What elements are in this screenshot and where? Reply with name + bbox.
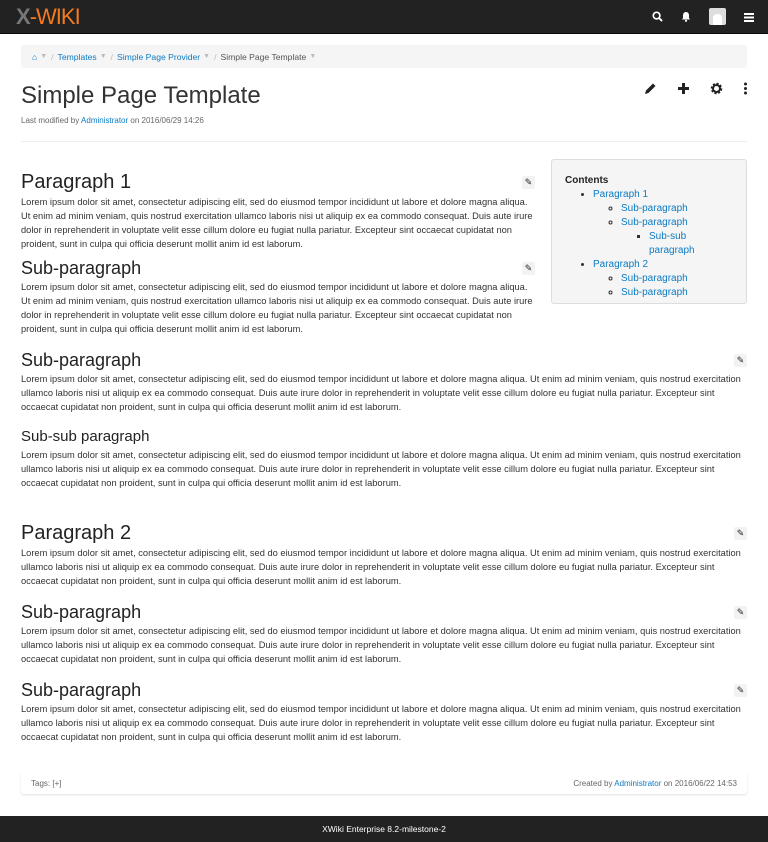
section-text: Lorem ipsum dolor sit amet, consectetur adipiscing elit, sed do eiusmod tempor incididunt ut labore et dolore magna aliqua. Ut enim ad minim veniam, quis nostrud exercitation ullamco laboris nisi ut aliquip ex ea commodo consequat. Duis aute irure dolor in reprehenderit in voluptate velit esse cillum dolore eu fugiat nulla pariatur. Excepteur sint occaecat cupidatat non proident, sunt in culpa qui officia deserunt mollit anim id est laborum. [21,704,741,742]
toc-item [593,188,733,258]
last-modified: Last modified by Administrator on 2016/06/29 14:26 [21,116,204,125]
section [21,426,747,490]
section-text: Lorem ipsum dolor sit amet, consectetur adipiscing elit, sed do eiusmod tempor incididunt ut labore et dolore magna aliqua. Ut enim ad minim veniam, quis nostrud exercitation ullamco laboris nisi ut aliquip ex ea commodo consequat. Duis aute irure dolor in reprehenderit in voluptate velit esse cillum dolore eu fugiat nulla pariatur. Excepteur sint occaecat cupidatat non proident, sunt in culpa qui officia deserunt mollit anim id est laborum. [21,626,741,664]
section [21,520,747,588]
edit-pencil-icon[interactable] [644,82,657,95]
tags: Tags: [+] [31,778,62,788]
section-heading [21,678,747,702]
top-navbar [0,0,768,34]
section-heading [21,600,747,624]
xwiki-logo[interactable]: X -WIKI [16,3,80,29]
page-content [21,159,747,744]
chevron-down-icon[interactable]: ▼ [309,53,317,60]
toc-link[interactable]: Sub-paragraph [621,203,688,214]
section-title: Paragraph 2 [21,522,132,544]
bell-icon[interactable] [681,11,691,22]
avatar[interactable] [709,8,726,25]
toc-item [593,258,733,300]
modified-user-link[interactable]: Administrator [81,116,129,125]
section-text: Lorem ipsum dolor sit amet, consectetur adipiscing elit, sed do eiusmod tempor incididunt ut labore et dolore magna aliqua. Ut enim ad minim veniam, quis nostrud exercitation ullamco laboris nisi ut aliquip ex ea commodo consequat. Duis aute irure dolor in reprehenderit in voluptate velit esse cillum dolore eu fugiat nulla pariatur. Excepteur sint occaecat cupidatat non proident, sunt in culpa qui officia deserunt mollit anim id est laborum. [21,374,741,412]
plus-icon[interactable] [677,82,690,95]
chevron-down-icon[interactable]: ▼ [40,53,48,60]
section-title: Sub-paragraph [21,350,142,370]
section-title: Paragraph 1 [21,171,132,193]
section-heading [21,169,535,195]
divider [21,141,747,142]
toc-item [621,286,733,300]
page-footer [21,772,747,794]
breadcrumb-templates[interactable]: Templates [57,51,97,62]
created-user-link[interactable]: Administrator [614,778,662,788]
section-text: Lorem ipsum dolor sit amet, consectetur adipiscing elit, sed do eiusmod tempor incididunt ut labore et dolore magna aliqua. Ut enim ad minim veniam, quis nostrud exercitation ullamco laboris nisi ut aliquip ex ea commodo consequat. Duis aute irure dolor in reprehenderit in voluptate velit esse cillum dolore eu fugiat nulla pariatur. Excepteur sint occaecat cupidatat non proident, sunt in culpa qui officia deserunt mollit anim id est laborum. [21,282,533,334]
section-title: Sub-paragraph [21,258,142,278]
gear-icon[interactable] [710,82,723,95]
edit-section-icon[interactable]: ✎ [734,606,747,619]
add-tag-button[interactable]: [+] [52,778,62,788]
edit-section-icon[interactable]: ✎ [522,262,535,275]
section-heading [21,348,747,372]
toc-item [621,202,733,216]
toc-item [621,272,733,286]
home-icon[interactable]: ⌂ [32,51,38,62]
toc-link[interactable]: Sub-paragraph [621,273,688,284]
page-title: Simple Page Template [21,82,261,109]
chevron-down-icon[interactable]: ▼ [99,53,107,60]
edit-section-icon[interactable]: ✎ [734,527,747,540]
bottom-bar [0,816,768,842]
more-vertical-icon[interactable] [743,82,748,95]
search-icon[interactable] [652,11,663,22]
section-title: Sub-paragraph [21,680,142,700]
toc-link[interactable]: Sub-sub paragraph [649,231,695,256]
section-text: Lorem ipsum dolor sit amet, consectetur adipiscing elit, sed do eiusmod tempor incididunt ut labore et dolore magna aliqua. Ut enim ad minim veniam, quis nostrud exercitation ullamco laboris nisi ut aliquip ex ea commodo consequat. Duis aute irure dolor in reprehenderit in voluptate velit esse cillum dolore eu fugiat nulla pariatur. Excepteur sint occaecat cupidatat non proident, sunt in culpa qui officia deserunt mollit anim id est laborum. [21,197,533,249]
created-by: Created by Administrator on 2016/06/22 14:53 [573,778,737,788]
section-title: Sub-sub paragraph [21,428,150,445]
section-text: Lorem ipsum dolor sit amet, consectetur adipiscing elit, sed do eiusmod tempor incididunt ut labore et dolore magna aliqua. Ut enim ad minim veniam, quis nostrud exercitation ullamco laboris nisi ut aliquip ex ea commodo consequat. Duis aute irure dolor in reprehenderit in voluptate velit esse cillum dolore eu fugiat nulla pariatur. Excepteur sint occaecat cupidatat non proident, sunt in culpa qui officia deserunt mollit anim id est laborum. [21,450,741,488]
toc-item [621,216,733,258]
edit-section-icon[interactable]: ✎ [734,354,747,367]
edit-section-icon[interactable]: ✎ [522,176,535,189]
section-heading [21,256,535,280]
section [21,348,747,414]
table-of-contents: Contents • Paragraph 1 ◦ Sub-paragraph ◦ Sub-paragraph ▪ Sub-sub paragraph • Paragraph 2 ◦ Sub-paragraph ◦ Sub-paragraph [551,159,747,304]
breadcrumb: ⌂ ▼ / Templates ▼ / Simple Page Provider ▼ / Simple Page Template ▼ [21,45,747,68]
toc-item [649,230,733,258]
toc-link[interactable]: Paragraph 2 [593,259,649,270]
toc-link[interactable]: Sub-paragraph [621,287,688,298]
toc-link[interactable]: Sub-paragraph [621,217,688,228]
hamburger-menu-icon[interactable] [744,12,754,22]
version-text: XWiki Enterprise 8.2-milestone-2 [322,824,446,834]
breadcrumb-current: Simple Page Template [220,51,307,62]
edit-section-icon[interactable]: ✎ [734,684,747,697]
section-heading [21,520,747,546]
chevron-down-icon[interactable]: ▼ [203,53,211,60]
section-heading [21,426,747,448]
breadcrumb-simple-page-provider[interactable]: Simple Page Provider [117,51,201,62]
section [21,678,747,744]
section [21,600,747,666]
section-text: Lorem ipsum dolor sit amet, consectetur adipiscing elit, sed do eiusmod tempor incididunt ut labore et dolore magna aliqua. Ut enim ad minim veniam, quis nostrud exercitation ullamco laboris nisi ut aliquip ex ea commodo consequat. Duis aute irure dolor in reprehenderit in voluptate velit esse cillum dolore eu fugiat nulla pariatur. Excepteur sint occaecat cupidatat non proident, sunt in culpa qui officia deserunt mollit anim id est laborum. [21,548,741,586]
toc-link[interactable]: Paragraph 1 [593,189,649,200]
section-title: Sub-paragraph [21,602,142,622]
